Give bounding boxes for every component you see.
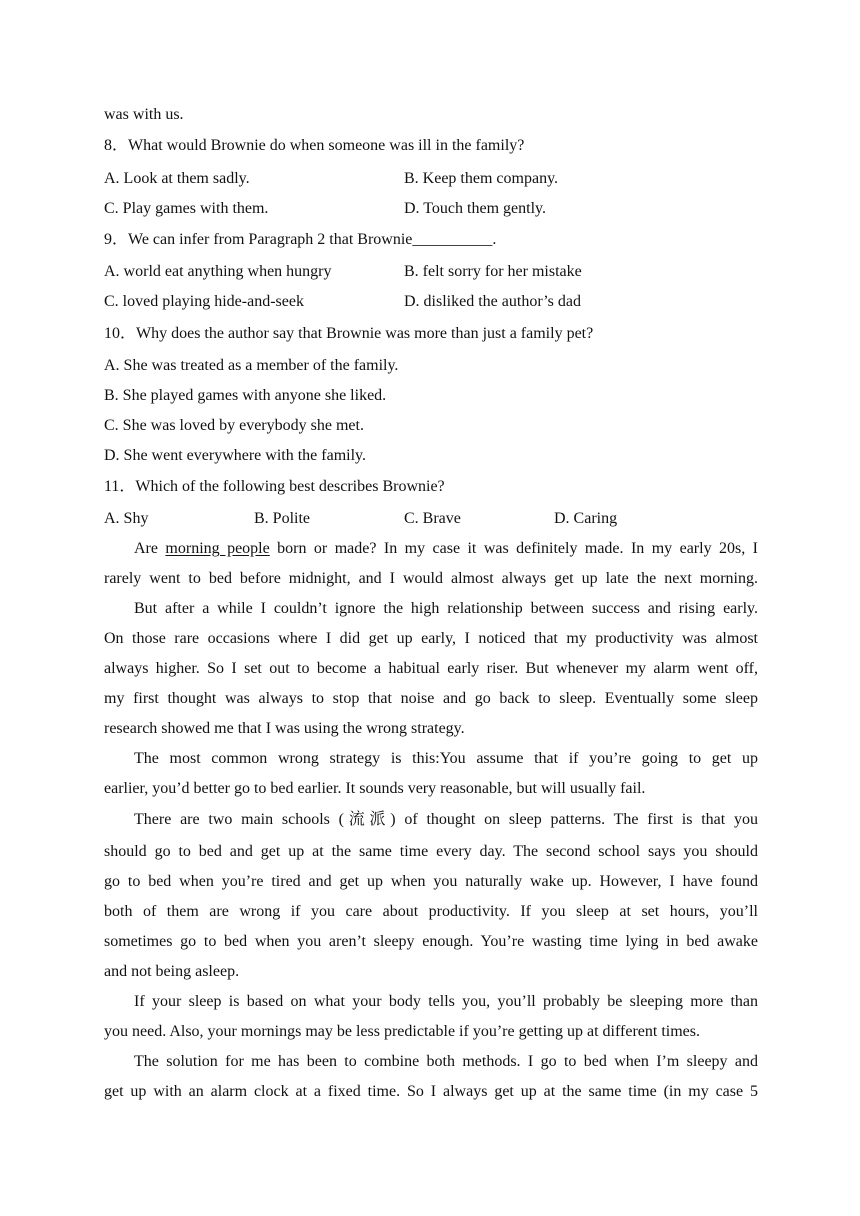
passage-p4-line-3: go to bed when you’re tired and get up when you naturally wake up. However, I have found — [104, 873, 758, 890]
question-8-option-b: B. Keep them company. — [404, 170, 559, 187]
passage-p4-line-5: sometimes go to bed when you aren’t sleepy enough. You’re wasting time lying in bed awake — [104, 933, 758, 950]
question-9-option-b: B. felt sorry for her mistake — [404, 263, 582, 280]
question-9-option-c: C. loved playing hide-and-seek — [104, 293, 304, 310]
passage-p3-line-2: earlier, you’d better go to bed earlier. It sounds very reasonable, but will usually fail. — [104, 780, 646, 797]
question-8-option-c: C. Play games with them. — [104, 200, 269, 217]
underlined-phrase: morning people — [165, 540, 270, 557]
passage-p1-line-2: rarely went to bed before midnight, and I would almost always get up late the next morning. — [104, 570, 758, 587]
intro-line: was with us. — [104, 106, 184, 123]
passage-p4-line-1: There are two main schools (流派) of thought on sleep patterns. The first is that you — [134, 811, 758, 828]
question-11-option-b: B. Polite — [254, 510, 311, 527]
question-11-stem: 11．Which of the following best describes Brownie? — [104, 478, 445, 495]
question-11-option-c: C. Brave — [404, 510, 461, 527]
passage-p2-line-2: On those rare occasions where I did get up early, I noticed that my productivity was almost — [104, 630, 758, 647]
question-10-option-b: B. She played games with anyone she liked. — [104, 387, 387, 404]
passage-p1-line-1: Are morning people born or made? In my case it was definitely made. In my early 20s, I — [134, 540, 759, 557]
question-9-option-a: A. world eat anything when hungry — [104, 263, 332, 280]
question-10-option-a: A. She was treated as a member of the family. — [104, 357, 399, 374]
question-11-option-a: A. Shy — [104, 510, 149, 527]
question-8-stem: 8．What would Brownie do when someone was ill in the family? — [104, 137, 525, 154]
passage-p4-line-2: should go to bed and get up at the same time every day. The second school says you should — [104, 843, 758, 860]
passage-p4-line-4: both of them are wrong if you care about productivity. If you sleep at set hours, you’ll — [104, 903, 758, 920]
question-10-option-c: C. She was loved by everybody she met. — [104, 417, 364, 434]
question-9-stem: 9．We can infer from Paragraph 2 that Brownie__________. — [104, 231, 497, 248]
question-10-option-d: D. She went everywhere with the family. — [104, 447, 366, 464]
passage-p2-line-4: my first thought was always to stop that noise and go back to sleep. Eventually some sleep — [104, 690, 758, 707]
passage-p3-line-1: The most common wrong strategy is this:You assume that if you’re going to get up — [134, 750, 758, 767]
passage-p5-line-1: If your sleep is based on what your body tells you, you’ll probably be sleeping more than — [134, 993, 758, 1010]
passage-p6-line-2: get up with an alarm clock at a fixed time. So I always get up at the same time (in my case 5 — [104, 1083, 758, 1100]
passage-p6-line-1: The solution for me has been to combine both methods. I go to bed when I’m sleepy and — [134, 1053, 758, 1070]
passage-p2-line-5: research showed me that I was using the wrong strategy. — [104, 720, 465, 737]
question-8-option-d: D. Touch them gently. — [404, 200, 546, 217]
question-11-option-d: D. Caring — [554, 510, 618, 527]
passage-p2-line-1: But after a while I couldn’t ignore the high relationship between success and rising early. — [134, 600, 758, 617]
passage-p2-line-3: always higher. So I set out to become a habitual early riser. But whenever my alarm went off, — [104, 660, 758, 677]
question-9-option-d: D. disliked the author’s dad — [404, 293, 582, 310]
question-10-stem: 10．Why does the author say that Brownie was more than just a family pet? — [104, 325, 594, 342]
question-8-option-a: A. Look at them sadly. — [104, 170, 250, 187]
passage-p4-line-6: and not being asleep. — [104, 963, 240, 980]
passage-p5-line-2: you need. Also, your mornings may be less predictable if you’re getting up at different times. — [104, 1023, 701, 1040]
